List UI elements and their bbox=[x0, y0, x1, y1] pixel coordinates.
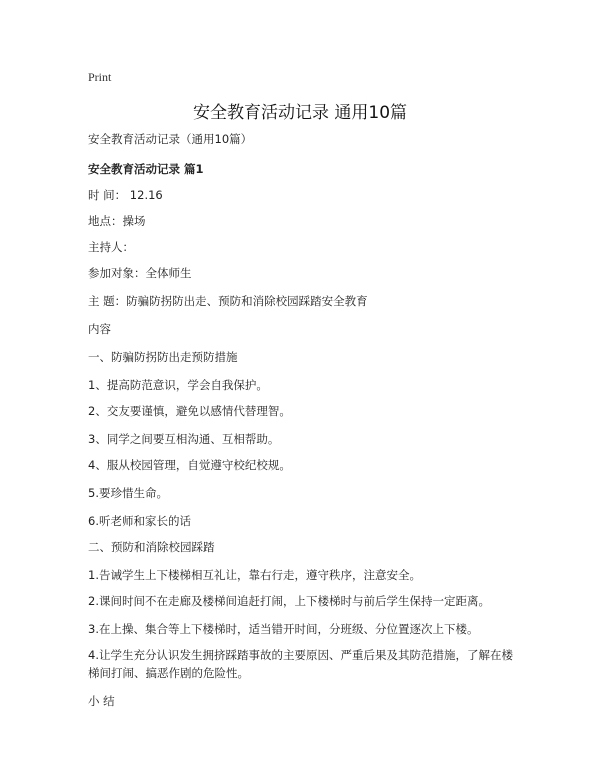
list-item: 3.在上操、集合等上下楼梯时，适当错开时间，分班级、分位置逐次上下楼。 bbox=[88, 622, 479, 636]
list-item: 2、交友要谨慎，避免以感情代替理智。 bbox=[88, 404, 291, 418]
part1-heading: 一、防骗防拐防出走预防措施 bbox=[88, 350, 238, 364]
host-field: 主持人： bbox=[88, 240, 134, 254]
list-item: 2.课间时间不在走廊及楼梯间追赶打闹，上下楼梯时与前后学生保持一定距离。 bbox=[88, 594, 490, 608]
list-item: 4、服从校园管理，自觉遵守校纪校规。 bbox=[88, 458, 291, 472]
list-item: 1.告诫学生上下楼梯相互礼让，靠右行走，遵守秩序，注意安全。 bbox=[88, 568, 421, 582]
list-item: 4.让学生充分认识发生拥挤踩踏事故的主要原因、严重后果及其防范措施，了解在楼梯间打闹、搞恶作剧的危险性。 bbox=[88, 648, 513, 680]
summary-label: 小 结 bbox=[88, 694, 115, 708]
section-heading: 安全教育活动记录 篇1 bbox=[88, 162, 204, 176]
content-label: 内容 bbox=[88, 322, 111, 336]
document-subtitle: 安全教育活动记录（通用10篇） bbox=[88, 132, 253, 146]
list-item: 5.要珍惜生命。 bbox=[88, 486, 168, 500]
time-field: 时 间： 12.16 bbox=[88, 188, 163, 202]
theme-field: 主 题：防骗防拐防出走、预防和消除校园踩踏安全教育 bbox=[88, 294, 368, 308]
place-field: 地点：操场 bbox=[88, 214, 146, 228]
list-item: 6.听老师和家长的话 bbox=[88, 514, 191, 528]
list-item: 3、同学之间要互相沟通、互相帮助。 bbox=[88, 432, 280, 446]
part2-heading: 二、预防和消除校园踩踏 bbox=[88, 540, 215, 554]
document-title: 安全教育活动记录 通用10篇 bbox=[192, 103, 408, 123]
print-label[interactable]: Print bbox=[88, 70, 112, 84]
participants-field: 参加对象：全体师生 bbox=[88, 266, 192, 280]
list-item: 1、提高防范意识，学会自我保护。 bbox=[88, 378, 268, 392]
